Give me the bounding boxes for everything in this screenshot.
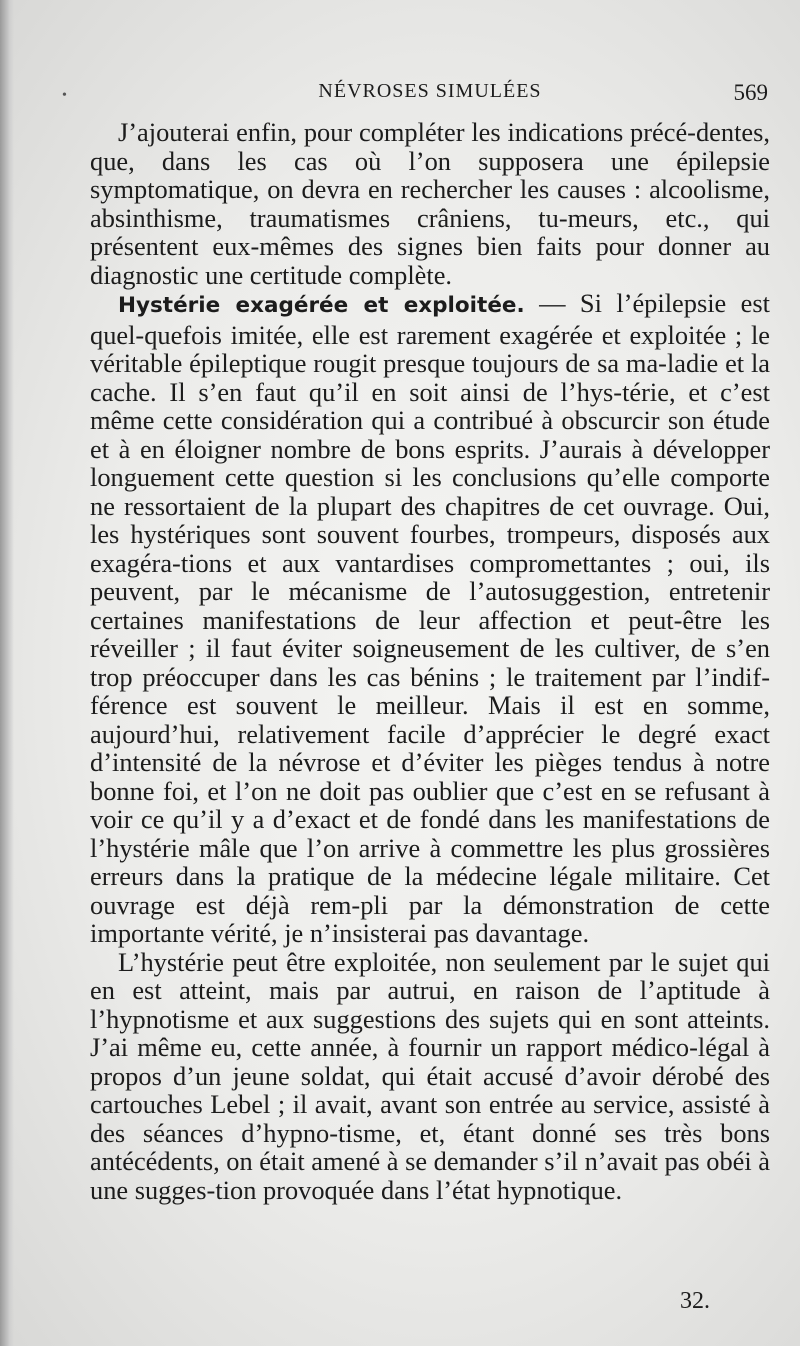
section-heading: Hystérie exagérée et exploitée. bbox=[118, 293, 525, 318]
running-head bbox=[90, 80, 770, 108]
body-text bbox=[90, 118, 770, 1204]
paragraph-3: L’hystérie peut être exploitée, non seulement par le sujet qui en est atteint, mais par autrui, en raison de l’aptitude à l’hypnotisme et aux suggestions des sujets qui en sont atteints. J’ai même eu, cette année, à fournir un rapport médico-légal à propos d’un jeune soldat, qui était accusé d’avoir dérobé des cartouches Lebel ; il avait, avant son entrée au service, assisté à des séances d’hypno-tisme, et, étant donné ses très bons antécédents, on était amené à se demander s’il n’avait pas obéi à une sugges-tion provoquée dans l’état hypnotique. bbox=[90, 946, 770, 1205]
paragraph-1: J’ajouterai enfin, pour compléter les indications précé-dentes, que, dans les cas où l’on supposera une épilepsie symptomatique, on devra en rechercher les causes : alcoolisme, absinthisme, traumatismes crâniens, tu-meurs, etc., qui présentent eux-mêmes des signes bien faits pour donner au diagnostic une certitude complète. bbox=[90, 117, 770, 290]
speck-mark: • bbox=[62, 88, 67, 103]
paragraph-2-text: — Si l’épilepsie est quel-quefois imitée, elle est rarement exagérée et exploitée ; le véritable épileptique rougit presque toujours de sa ma-ladie et la cache. Il s’en faut qu’il en soit ainsi de l’hys-térie, et c’est même cette considération qui a contribué à obscurcir son étude et à en éloigner nombre de bons esprits. J’aurais à développer longuement cette question si les conclusions qu’elle comporte ne ressortaient de la plupart des chapitres de cet ouvrage. Oui, les hystériques sont souvent fourbes, trompeurs, disposés aux exagéra-tions et aux vantardises compromettantes ; oui, ils peuvent, par le mécanisme de l’autosuggestion, entretenir certaines manifestations de leur affection et peut-être les réveiller ; il faut éviter soigneusement de les cultiver, de s’en trop préoccuper dans les cas bénins ; le traitement par l’indif-férence est souvent le meilleur. Mais il est en somme, aujourd’hui, relativement facile d’apprécier le degré exact d’intensité de la névrose et d’éviter les pièges tendus à notre bonne foi, et l’on ne doit pas oublier que c’est en se refusant à voir ce qu’il y a d’exact et de fondé dans les manifestations de l’hystérie mâle que l’on arrive à commettre les plus grossières erreurs dans la pratique de la médecine légale militaire. Cet ouvrage est déjà rem-pli par la démonstration de cette importante vérité, je n’insisterai pas davantage. bbox=[90, 288, 770, 948]
page-number: 569 bbox=[733, 80, 768, 105]
signature-mark: 32. bbox=[680, 1288, 710, 1314]
running-title: NÉVROSES SIMULÉES bbox=[318, 80, 542, 102]
paragraph-2 bbox=[90, 289, 770, 948]
page-gutter-shadow bbox=[0, 0, 14, 1346]
